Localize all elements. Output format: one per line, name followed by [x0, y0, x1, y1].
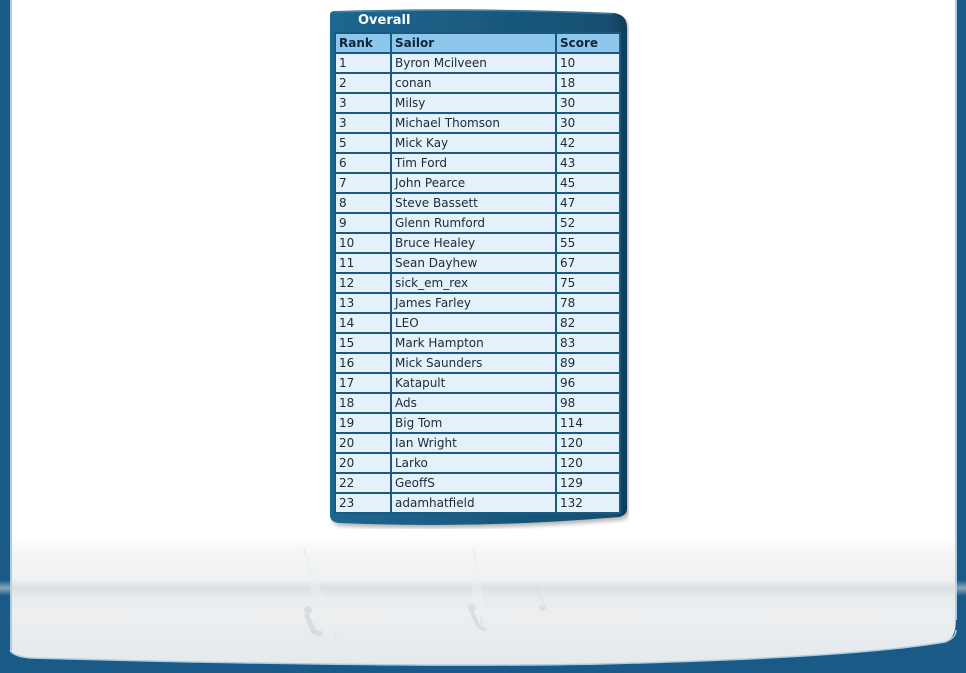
rank-cell: 20: [336, 434, 390, 452]
table-row: [336, 234, 619, 252]
table-row: [336, 274, 619, 292]
windsurfer-image: [532, 582, 562, 622]
table-row: [336, 54, 619, 72]
column-header-sailor: Sailor: [392, 34, 555, 52]
table-row: [336, 334, 619, 352]
sailor-cell: Byron Mcilveen: [392, 54, 555, 72]
bottom-wave-frame: [0, 620, 966, 673]
sailor-cell: John Pearce: [392, 174, 555, 192]
rank-cell: 2: [336, 74, 390, 92]
sailor-cell: Mick Kay: [392, 134, 555, 152]
score-cell: 82: [557, 314, 619, 332]
score-cell: 30: [557, 94, 619, 112]
table-row: [336, 414, 619, 432]
rank-cell: 3: [336, 114, 390, 132]
sailor-cell: Tim Ford: [392, 154, 555, 172]
rank-cell: 8: [336, 194, 390, 212]
score-cell: 43: [557, 154, 619, 172]
rank-cell: 10: [336, 234, 390, 252]
rank-cell: 11: [336, 254, 390, 272]
sailor-cell: Bruce Healey: [392, 234, 555, 252]
column-header-score: Score: [557, 34, 619, 52]
results-panel: [329, 9, 629, 529]
score-cell: 30: [557, 114, 619, 132]
table-row: [336, 494, 619, 512]
score-cell: 75: [557, 274, 619, 292]
rank-cell: 16: [336, 354, 390, 372]
score-cell: 42: [557, 134, 619, 152]
score-cell: 52: [557, 214, 619, 232]
score-cell: 18: [557, 74, 619, 92]
table-row: [336, 314, 619, 332]
sailor-cell: GeoffS: [392, 474, 555, 492]
score-cell: 98: [557, 394, 619, 412]
table-row: [336, 354, 619, 372]
rank-cell: 7: [336, 174, 390, 192]
rank-cell: 18: [336, 394, 390, 412]
panel-title: Overall: [358, 13, 411, 28]
score-cell: 114: [557, 414, 619, 432]
table-row: [336, 374, 619, 392]
score-cell: 67: [557, 254, 619, 272]
sailor-cell: Mark Hampton: [392, 334, 555, 352]
score-cell: 83: [557, 334, 619, 352]
rank-cell: 3: [336, 94, 390, 112]
rank-cell: 14: [336, 314, 390, 332]
table-row: [336, 214, 619, 232]
sailor-cell: James Farley: [392, 294, 555, 312]
table-header-row: [336, 34, 619, 52]
score-cell: 96: [557, 374, 619, 392]
rank-cell: 22: [336, 474, 390, 492]
score-cell: 47: [557, 194, 619, 212]
table-row: [336, 174, 619, 192]
rank-cell: 15: [336, 334, 390, 352]
sailor-cell: Milsy: [392, 94, 555, 112]
score-cell: 120: [557, 454, 619, 472]
rank-cell: 6: [336, 154, 390, 172]
score-cell: 129: [557, 474, 619, 492]
sailor-cell: Ads: [392, 394, 555, 412]
score-cell: 132: [557, 494, 619, 512]
results-table: [334, 32, 621, 514]
rank-cell: 17: [336, 374, 390, 392]
rank-cell: 1: [336, 54, 390, 72]
sailor-cell: Mick Saunders: [392, 354, 555, 372]
table-row: [336, 94, 619, 112]
sailor-cell: Katapult: [392, 374, 555, 392]
score-cell: 55: [557, 234, 619, 252]
table-row: [336, 394, 619, 412]
sailor-cell: Glenn Rumford: [392, 214, 555, 232]
sailor-cell: Michael Thomson: [392, 114, 555, 132]
score-cell: 78: [557, 294, 619, 312]
rank-cell: 20: [336, 454, 390, 472]
sailor-cell: Sean Dayhew: [392, 254, 555, 272]
table-row: [336, 194, 619, 212]
sailor-cell: LEO: [392, 314, 555, 332]
rank-cell: 23: [336, 494, 390, 512]
table-row: [336, 134, 619, 152]
table-row: [336, 254, 619, 272]
sailor-cell: Big Tom: [392, 414, 555, 432]
sailor-cell: Steve Bassett: [392, 194, 555, 212]
score-cell: 89: [557, 354, 619, 372]
sailor-cell: Larko: [392, 454, 555, 472]
sailor-cell: conan: [392, 74, 555, 92]
rank-cell: 9: [336, 214, 390, 232]
score-cell: 45: [557, 174, 619, 192]
table-row: [336, 74, 619, 92]
score-cell: 10: [557, 54, 619, 72]
rank-cell: 19: [336, 414, 390, 432]
column-header-rank: Rank: [336, 34, 390, 52]
sailor-cell: adamhatfield: [392, 494, 555, 512]
sailor-cell: sick_em_rex: [392, 274, 555, 292]
table-row: [336, 454, 619, 472]
table-row: [336, 294, 619, 312]
table-row: [336, 474, 619, 492]
score-cell: 120: [557, 434, 619, 452]
sailor-cell: Ian Wright: [392, 434, 555, 452]
table-row: [336, 114, 619, 132]
rank-cell: 12: [336, 274, 390, 292]
table-row: [336, 154, 619, 172]
rank-cell: 13: [336, 294, 390, 312]
table-row: [336, 434, 619, 452]
rank-cell: 5: [336, 134, 390, 152]
